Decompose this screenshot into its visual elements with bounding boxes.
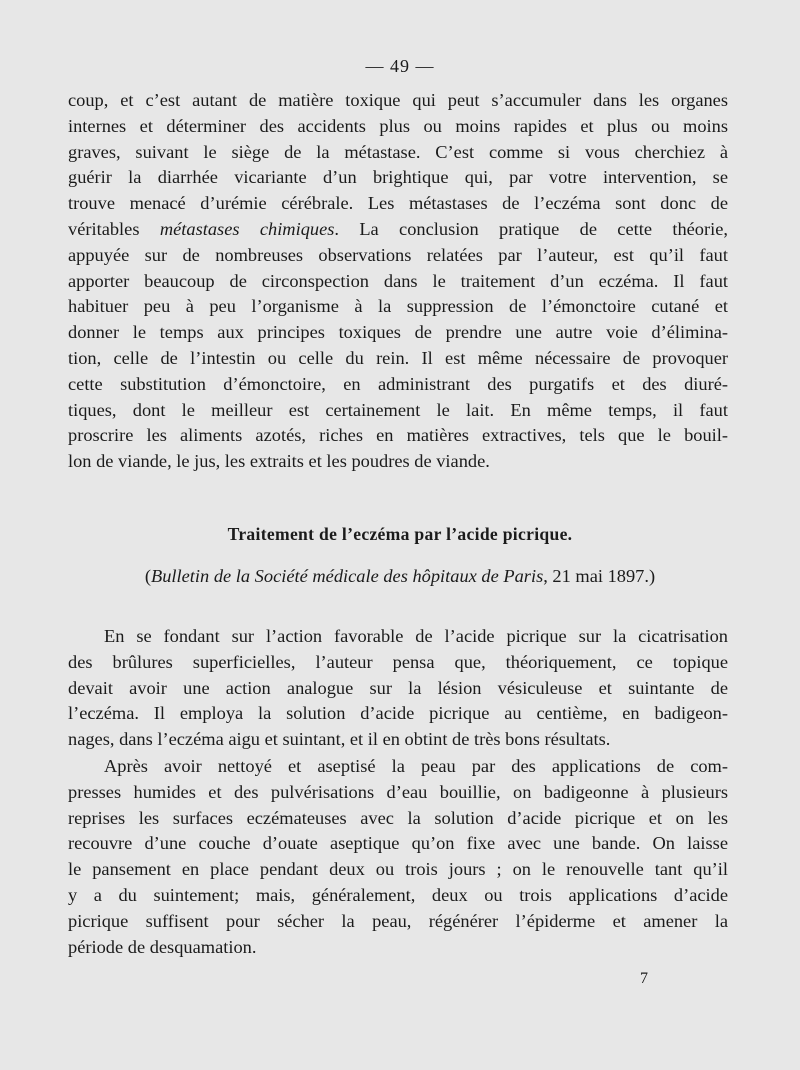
text-line: coup, et c’est autant de matière toxique qui peut s’accumuler dans les organes (68, 90, 728, 110)
text-line: apporter beaucoup de circonspection dans le traitement d’un eczéma. Il faut (68, 270, 728, 291)
source-citation (0, 566, 800, 587)
text-line: recouvre d’une couche d’ouate aseptique qu’on fixe avec une bande. On laisse (68, 833, 728, 854)
text-line: internes et déterminer des accidents plus ou moins rapides et plus ou moins (68, 115, 728, 136)
text-line: guérir la diarrhée vicariante d’un brightique qui, par votre intervention, se (68, 167, 728, 188)
text-line: habituer peu à peu l’organisme à la suppression de l’émonctoire cutané et (68, 296, 728, 317)
text-line: l’eczéma. Il employa la solution d’acide picrique au centième, en badigeon- (68, 703, 728, 724)
page-number: — 49 — (365, 56, 435, 76)
text-line: appuyée sur de nombreuses observations relatées par l’auteur, est qu’il faut (68, 244, 728, 265)
text-line: des brûlures superficielles, l’auteur pensa que, théoriquement, ce topique (68, 651, 728, 672)
paragraph-procedure (68, 754, 728, 960)
text-line: tion, celle de l’intestin ou celle du rein. Il est même nécessaire de provoquer (68, 347, 728, 368)
text-line: proscrire les aliments azotés, riches en matières extractives, tels que le bouil- (68, 425, 728, 446)
section-title: Traitement de l’eczéma par l’acide picrique. (227, 524, 573, 544)
text-line: trouve menacé d’urémie cérébrale. Les métastases de l’eczéma sont donc de (68, 193, 728, 214)
text-line: nages, dans l’eczéma aigu et suintant, et il en obtint de très bons résultats. (68, 729, 611, 750)
text-line: le pansement en place pendant deux ou trois jours ; on le renouvelle tant qu’il (68, 859, 728, 880)
paragraph-picric-action (68, 624, 728, 753)
text-line: graves, suivant le siège de la métastase. C’est comme si vous cherchiez à (68, 141, 728, 162)
text-line: tiques, dont le meilleur est certainement le lait. En même temps, il faut (68, 399, 728, 420)
text-line: devait avoir une action analogue sur la lésion vésiculeuse et suintante de (68, 677, 728, 698)
text-line-with-emphasis (68, 217, 728, 243)
text-line: lon de viande, le jus, les extraits et les poudres de viande. (68, 451, 490, 472)
text-line: y a du suintement; mais, généralement, deux ou trois applications d’acide (68, 884, 728, 905)
signature-mark: 7 (640, 970, 648, 987)
text-line: picrique suffisent pour sécher la peau, régénérer l’épiderme et amener la (68, 910, 728, 931)
text-line: reprises les surfaces eczémateuses avec la solution d’acide picrique et on les (68, 807, 728, 828)
source-paren: ( (144, 566, 151, 586)
source-journal: Bulletin de la Société médicale des hôpitaux de Paris (151, 566, 544, 586)
text-line: Après avoir nettoyé et aseptisé la peau par des applications de com- (104, 756, 728, 776)
text-line: donner le temps aux principes toxiques de prendre une autre voie d’élimina- (68, 322, 728, 343)
text-segment: véritables (68, 218, 140, 239)
source-date: , 21 mai 1897.) (543, 566, 656, 586)
text-line: période de desquamation. (68, 936, 257, 957)
paragraph-metastases (68, 88, 728, 475)
emphasis-metastases-chimiques: métastases chimiques (159, 218, 335, 239)
text-line: presses humides et des pulvérisations d’eau bouillie, on badigeonne à plusieurs (68, 781, 728, 802)
text-segment: . La conclusion pratique de cette théorie, (334, 218, 728, 239)
text-line: En se fondant sur l’action favorable de l’acide picrique sur la cicatrisation (104, 626, 728, 646)
text-line: cette substitution d’émonctoire, en administrant des purgatifs et des diuré- (68, 373, 728, 394)
